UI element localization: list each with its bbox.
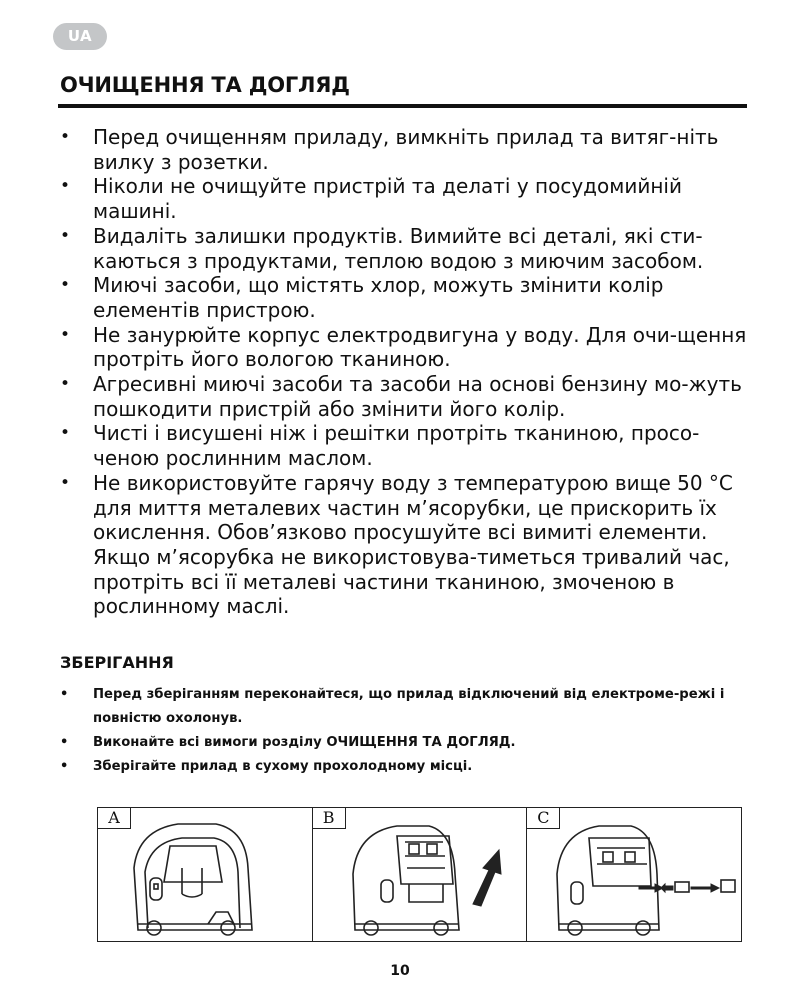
language-badge: UA [53, 23, 107, 50]
list-item: • Зберігайте прилад в сухому прохолодному місці. [60, 755, 750, 779]
storage-instructions-list [60, 683, 750, 779]
list-item: • Не занурюйте корпус електродвигуна у воду. Для очи-щення протріть його вологою тканиною. [60, 323, 750, 372]
list-item: • Чисті і висушені ніж і решітки протріть тканиною, просо-ченою рослинним маслом. [60, 421, 750, 470]
figure-label-c: C [527, 808, 560, 829]
figure-label-b: B [313, 808, 346, 829]
list-item: • Миючі засоби, що містять хлор, можуть змінити колір елементів пристрою. [60, 273, 750, 322]
list-item: • Не використовуйте гарячу воду з температурою вище 50 °C для миття металевих частин м’ясорубки, це прискорить їх окислення. Обов’язково просушуйте всі вимиті елементи. Якщо м’ясорубка не використовува-тиметься тривалий час, протріть всі її металеві частини тканиною, змоченою в рослинному маслі. [60, 471, 750, 619]
list-item: • Перед зберіганням переконайтеся, що прилад відключений від електроме-режі і повністю охолонув. [60, 683, 750, 731]
list-item: • Ніколи не очищуйте пристрій та делаті у посудомийній машині. [60, 174, 750, 223]
list-item: • Виконайте всі вимоги розділу ОЧИЩЕННЯ ТА ДОГЛЯД. [60, 731, 750, 755]
page-number: 10 [390, 963, 410, 979]
figure-label-a: A [98, 808, 131, 829]
figure-panel-c [527, 808, 741, 941]
storage-illustrations [97, 807, 742, 942]
cleaning-instructions-list [60, 125, 750, 619]
section-title-storage: ЗБЕРІГАННЯ [60, 653, 174, 672]
list-item: • Видаліть залишки продуктів. Вимийте всі деталі, які сти-каються з продуктами, теплою водою з миючим засобом. [60, 224, 750, 273]
list-item: • Перед очищенням приладу, вимкніть прилад та витяг-ніть вилку з розетки. [60, 125, 750, 174]
figure-panel-b [313, 808, 528, 941]
list-item: • Агресивні миючі засоби та засоби на основі бензину мо-жуть пошкодити пристрій або змінити його колір. [60, 372, 750, 421]
title-divider [58, 104, 747, 108]
figure-panel-a [98, 808, 313, 941]
section-title-cleaning: ОЧИЩЕННЯ ТА ДОГЛЯД [60, 73, 350, 97]
